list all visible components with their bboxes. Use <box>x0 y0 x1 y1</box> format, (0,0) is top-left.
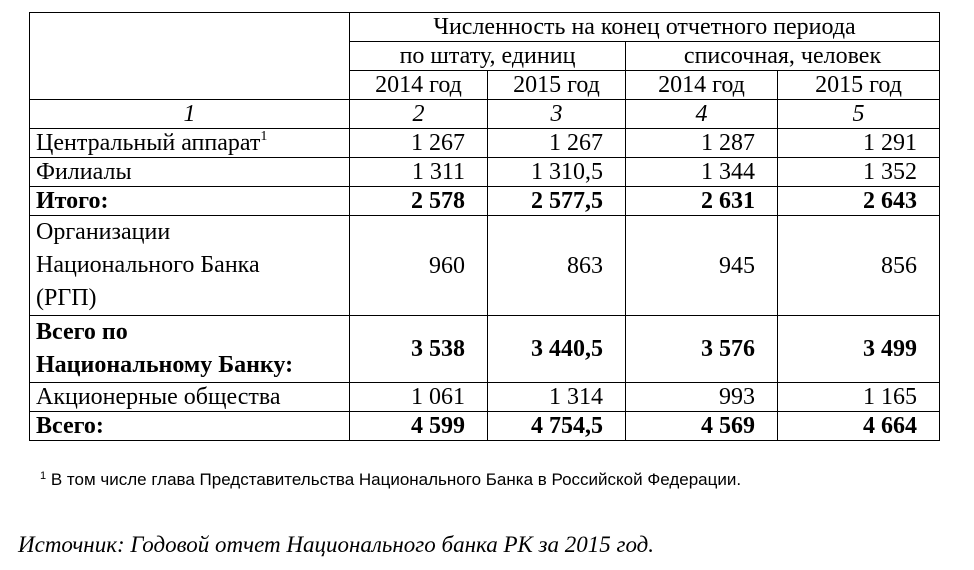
cell-value: 945 <box>626 216 778 316</box>
cell-value: 1 311 <box>350 158 488 187</box>
header-year: 2015 год <box>488 71 626 100</box>
column-number: 1 <box>30 100 350 129</box>
column-number: 5 <box>778 100 940 129</box>
row-label: Всего: <box>30 412 350 441</box>
cell-value: 1 291 <box>778 129 940 158</box>
cell-value: 856 <box>778 216 940 316</box>
footnote <box>40 470 741 490</box>
cell-value: 1 165 <box>778 383 940 412</box>
cell-value: 3 499 <box>778 316 940 383</box>
row-label: Акционерные общества <box>30 383 350 412</box>
cell-value: 1 061 <box>350 383 488 412</box>
cell-value: 960 <box>350 216 488 316</box>
cell-value: 4 664 <box>778 412 940 441</box>
cell-value: 1 314 <box>488 383 626 412</box>
cell-value: 1 267 <box>350 129 488 158</box>
footnote-marker: 1 <box>260 129 268 144</box>
cell-value: 4 754,5 <box>488 412 626 441</box>
header-row-main <box>30 13 940 42</box>
table-row-total-bank <box>30 316 940 383</box>
cell-value: 4 569 <box>626 412 778 441</box>
cell-value: 2 631 <box>626 187 778 216</box>
row-label: Филиалы <box>30 158 350 187</box>
cell-value: 1 344 <box>626 158 778 187</box>
header-main: Численность на конец отчетного периода <box>350 13 940 42</box>
table-row <box>30 383 940 412</box>
cell-value: 1 352 <box>778 158 940 187</box>
cell-value: 2 577,5 <box>488 187 626 216</box>
header-year: 2014 год <box>350 71 488 100</box>
row-label: Организации Национального Банка (РГП) <box>30 216 350 316</box>
footnote-text: В том числе глава Представительства Национального Банка в Российской Федерации. <box>50 470 742 489</box>
cell-value: 2 578 <box>350 187 488 216</box>
cell-value: 1 310,5 <box>488 158 626 187</box>
header-year: 2015 год <box>778 71 940 100</box>
row-label: Всего по Национальному Банку: <box>30 316 350 383</box>
column-number: 3 <box>488 100 626 129</box>
cell-value: 3 576 <box>626 316 778 383</box>
column-number: 2 <box>350 100 488 129</box>
cell-value: 3 538 <box>350 316 488 383</box>
column-number-row <box>30 100 940 129</box>
footnote-marker: 1 <box>40 470 47 482</box>
cell-value: 2 643 <box>778 187 940 216</box>
header-year: 2014 год <box>626 71 778 100</box>
table-row-grand-total <box>30 412 940 441</box>
row-label: Итого: <box>30 187 350 216</box>
row-label: Центральный аппарат$^1$ <box>30 129 350 158</box>
cell-value: 993 <box>626 383 778 412</box>
cell-value: 1 267 <box>488 129 626 158</box>
header-group-staff: по штату, единиц <box>350 42 626 71</box>
source-caption: Источник: Годовой отчет Национального банка РК за 2015 год. <box>18 532 655 557</box>
cell-value: 4 599 <box>350 412 488 441</box>
cell-value: 3 440,5 <box>488 316 626 383</box>
header-empty-cell <box>30 13 350 100</box>
staff-table <box>29 12 940 441</box>
header-group-list: списочная, человек <box>626 42 940 71</box>
table-row-subtotal <box>30 187 940 216</box>
cell-value: 863 <box>488 216 626 316</box>
table-row <box>30 216 940 316</box>
table-row <box>30 158 940 187</box>
cell-value: 1 287 <box>626 129 778 158</box>
column-number: 4 <box>626 100 778 129</box>
table-row <box>30 129 940 158</box>
